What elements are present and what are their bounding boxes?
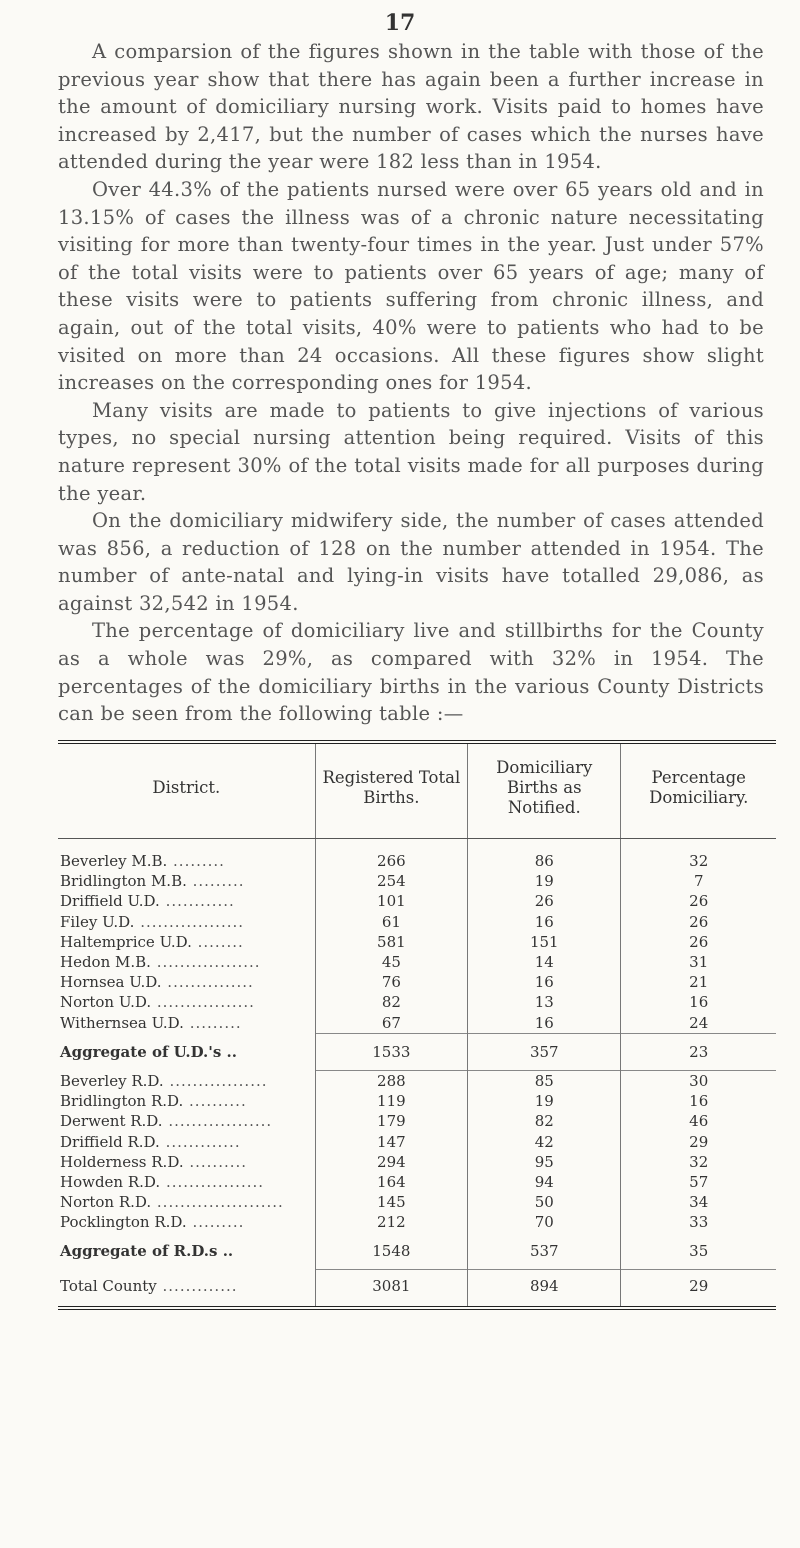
registered-value: 294: [315, 1152, 467, 1172]
domiciliary-value: 94: [468, 1172, 621, 1192]
table-row: [58, 1132, 776, 1152]
registered-value: 45: [315, 952, 467, 972]
district-name: Beverley R.D. .................: [60, 1071, 268, 1090]
table-body: [58, 839, 776, 1307]
registered-value: 1533: [315, 1033, 467, 1070]
district-name: Withernsea U.D. .........: [60, 1013, 242, 1032]
domiciliary-value: 19: [468, 1091, 621, 1111]
table-row: [58, 932, 776, 952]
percentage-value: 34: [621, 1192, 776, 1212]
rural-aggregate-row: [58, 1233, 776, 1270]
domiciliary-value: 894: [468, 1269, 621, 1306]
percentage-value: 16: [621, 992, 776, 1012]
domiciliary-value: 86: [468, 851, 621, 871]
registered-value: 288: [315, 1071, 467, 1092]
domiciliary-value: 13: [468, 992, 621, 1012]
percentage-value: 35: [621, 1233, 776, 1270]
registered-value: 3081: [315, 1269, 467, 1306]
registered-value: 61: [315, 912, 467, 932]
district-name: Driffield U.D. ............: [60, 892, 235, 911]
registered-value: 164: [315, 1172, 467, 1192]
domiciliary-value: 14: [468, 952, 621, 972]
registered-value: 119: [315, 1091, 467, 1111]
percentage-value: 31: [621, 952, 776, 972]
district-name: Driffield R.D. .............: [60, 1132, 241, 1151]
table-row: [58, 992, 776, 1012]
registered-value: 1548: [315, 1233, 467, 1270]
domiciliary-value: 16: [468, 1013, 621, 1034]
registered-value: 82: [315, 992, 467, 1012]
domiciliary-value: 26: [468, 891, 621, 911]
percentage-value: 32: [621, 851, 776, 871]
district-name: Hornsea U.D. ...............: [60, 973, 254, 992]
table-header-row: [58, 744, 776, 839]
percentage-value: 29: [621, 1269, 776, 1306]
table-row: [58, 1013, 776, 1034]
table-row: [58, 972, 776, 992]
percentage-value: 16: [621, 1091, 776, 1111]
registered-value: 76: [315, 972, 467, 992]
domiciliary-value: 16: [468, 972, 621, 992]
percentage-value: 23: [621, 1033, 776, 1070]
percentage-value: 26: [621, 891, 776, 911]
header-domiciliary: Domiciliary Births as Notified.: [468, 744, 621, 839]
percentage-value: 24: [621, 1013, 776, 1034]
table-row: [58, 1152, 776, 1172]
table-row: [58, 952, 776, 972]
registered-value: 179: [315, 1111, 467, 1131]
percentage-value: 26: [621, 932, 776, 952]
urban-aggregate-row: [58, 1033, 776, 1070]
percentage-value: 33: [621, 1212, 776, 1232]
table-row: [58, 891, 776, 911]
domiciliary-value: 16: [468, 912, 621, 932]
percentage-value: 29: [621, 1132, 776, 1152]
births-table: [58, 740, 776, 1310]
district-name: Haltemprice U.D. ........: [60, 932, 244, 951]
body-text: [58, 38, 764, 728]
table-row: [58, 1111, 776, 1131]
registered-value: 67: [315, 1013, 467, 1034]
domiciliary-value: 19: [468, 871, 621, 891]
paragraph: Many visits are made to patients to give injections of various types, no special nursing attention being required. Visits of this nature represent 30% of the total visits made for all purposes during the year.: [58, 398, 764, 505]
percentage-value: 21: [621, 972, 776, 992]
district-name: Holderness R.D. ..........: [60, 1152, 248, 1171]
district-name: Beverley M.B. .........: [60, 852, 225, 870]
registered-value: 145: [315, 1192, 467, 1212]
district-name: Bridlington M.B. .........: [60, 872, 245, 891]
paragraph: On the domiciliary midwifery side, the number of cases attended was 856, a reduction of 128 on the number attended in 1954. The number of ante-natal and lying-in visits have totalled 29,086, as against 32,542 in 1954.: [58, 509, 764, 615]
domiciliary-value: 70: [468, 1212, 621, 1232]
table-row: [58, 1212, 776, 1232]
registered-value: 212: [315, 1212, 467, 1232]
percentage-value: 30: [621, 1071, 776, 1092]
total-label: Total County .............: [60, 1276, 238, 1295]
percentage-value: 26: [621, 912, 776, 932]
registered-value: 581: [315, 932, 467, 952]
table-row: [58, 1172, 776, 1192]
aggregate-label: Aggregate of R.D.s ..: [60, 1241, 234, 1260]
district-name: Norton R.D. ......................: [60, 1193, 284, 1212]
percentage-value: 46: [621, 1111, 776, 1131]
registered-value: 147: [315, 1132, 467, 1152]
aggregate-label: Aggregate of U.D.'s ..: [60, 1042, 237, 1061]
table-row: [58, 1192, 776, 1212]
table-row: [58, 851, 776, 871]
domiciliary-value: 95: [468, 1152, 621, 1172]
registered-value: 254: [315, 871, 467, 891]
district-name: Hedon M.B. ..................: [60, 953, 261, 972]
domiciliary-value: 82: [468, 1111, 621, 1131]
domiciliary-value: 42: [468, 1132, 621, 1152]
table-row: [58, 1071, 776, 1092]
domiciliary-value: 85: [468, 1071, 621, 1092]
table-row: [58, 912, 776, 932]
district-name: Norton U.D. .................: [60, 993, 255, 1012]
domiciliary-value: 357: [468, 1033, 621, 1070]
district-name: Filey U.D. ..................: [60, 912, 245, 931]
table-row: [58, 871, 776, 891]
header-percentage: Percentage Domiciliary.: [621, 744, 776, 839]
domiciliary-value: 50: [468, 1192, 621, 1212]
registered-value: 101: [315, 891, 467, 911]
total-county-row: [58, 1269, 776, 1306]
domiciliary-value: 537: [468, 1233, 621, 1270]
percentage-value: 32: [621, 1152, 776, 1172]
paragraph: Over 44.3% of the patients nursed were over 65 years old and in 13.15% of cases the illness was of a chronic nature necessitating visiting for more than twenty-four times in the year. Just under 57% of the total visits were to patients over 65 years of age; many of these visits were to patients suffering from chronic illness, and again, out of the total visits, 40% were to patients who had to be visited on more than 24 occasions. All these figures show slight increases on the corresponding ones for 1954.: [58, 177, 764, 395]
paragraph: The percentage of domiciliary live and stillbirths for the County as a whole was 29%, as compared with 32% in 1954. The percentages of the domiciliary births in the various County Districts can be seen from the following table :—: [58, 619, 764, 726]
percentage-value: 57: [621, 1172, 776, 1192]
table-row: [58, 1091, 776, 1111]
paragraph: A comparsion of the figures shown in the table with those of the previous year show that there has again been a further increase in the amount of domiciliary nursing work. Visits paid to homes have increased by 2,417, but the number of cases which the nurses have attended during the year were 182 less than in 1954.: [58, 40, 764, 174]
district-name: Howden R.D. .................: [60, 1173, 265, 1192]
district-name: Bridlington R.D. ..........: [60, 1092, 247, 1111]
header-district: District.: [58, 744, 315, 839]
percentage-value: 7: [621, 871, 776, 891]
district-name: Derwent R.D. ..................: [60, 1112, 273, 1131]
district-name: Pocklington R.D. .........: [60, 1213, 245, 1232]
domiciliary-value: 151: [468, 932, 621, 952]
header-registered: Registered Total Births.: [315, 744, 467, 839]
registered-value: 266: [315, 851, 467, 871]
page-number: 17: [384, 10, 416, 36]
